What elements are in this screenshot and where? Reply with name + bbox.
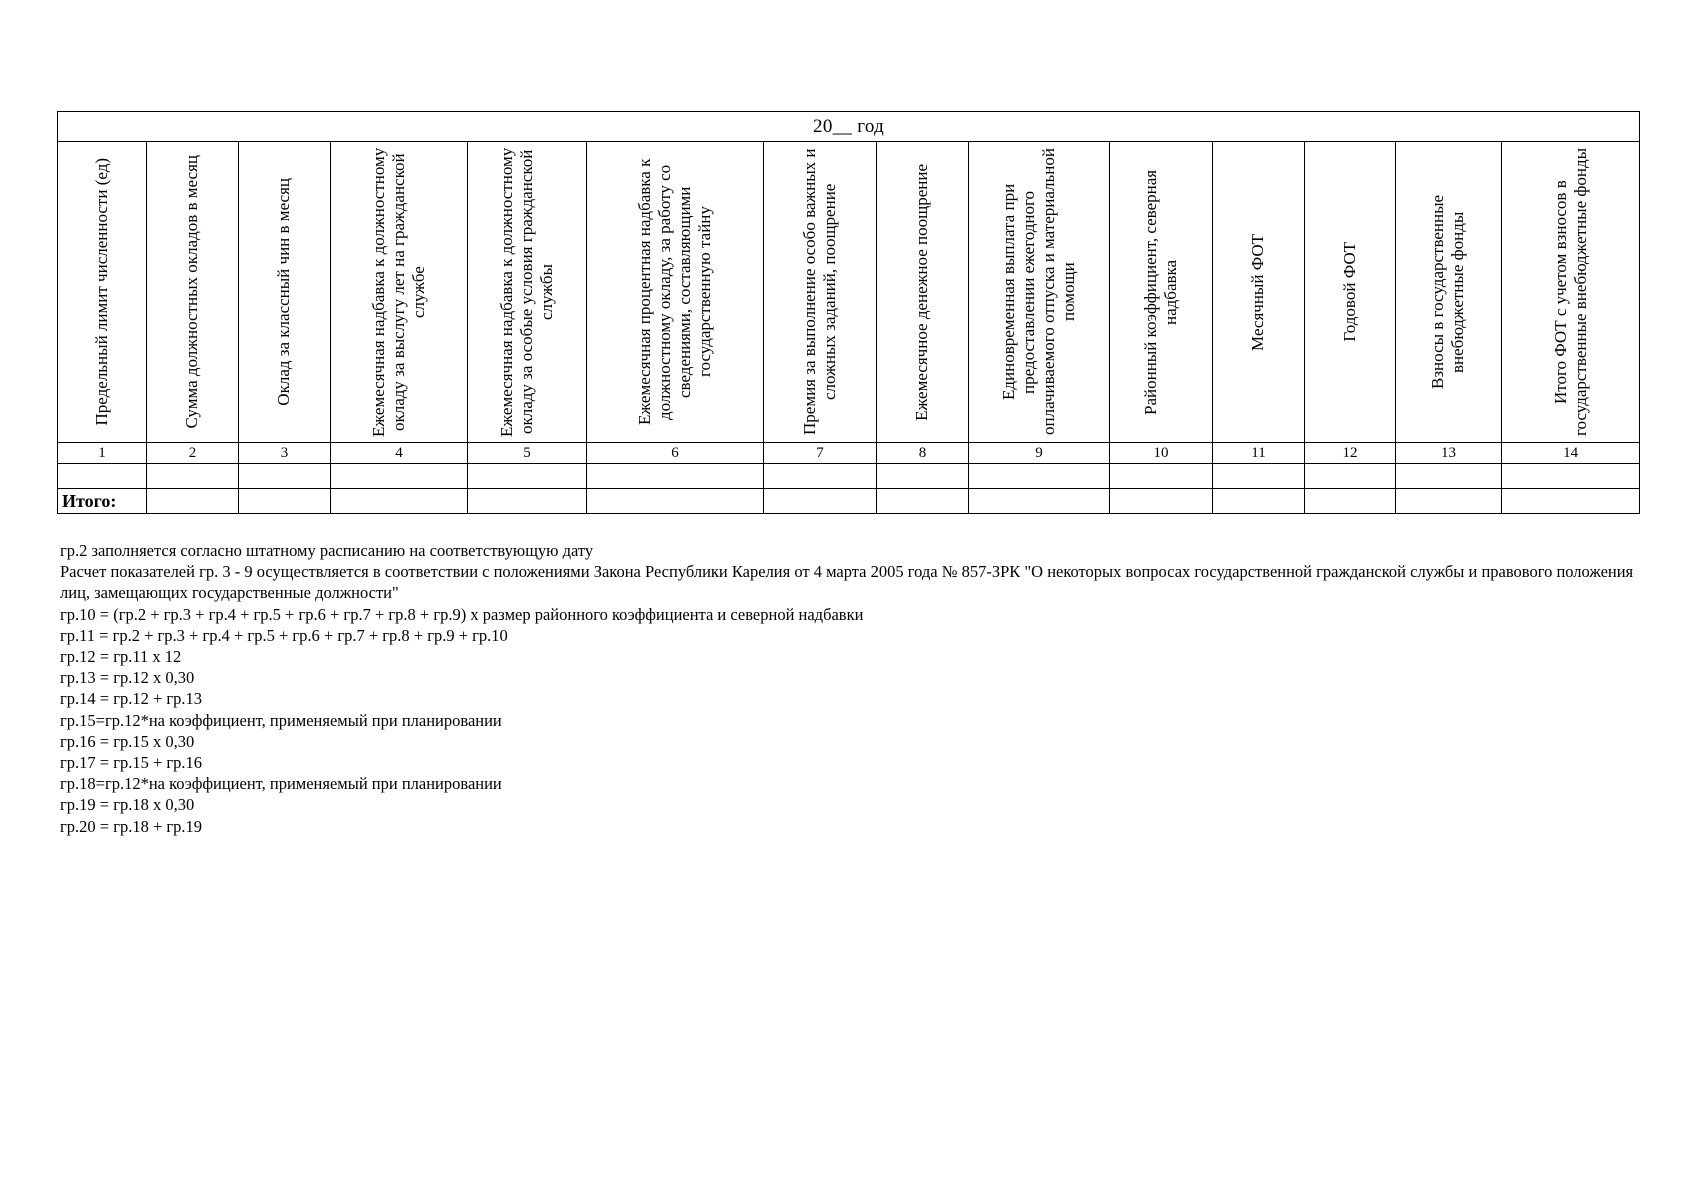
total-label: Итого: bbox=[58, 489, 147, 514]
column-number-3: 3 bbox=[239, 443, 331, 464]
data-cell bbox=[969, 464, 1110, 489]
column-number-row bbox=[58, 443, 1640, 464]
total-cell bbox=[1305, 489, 1396, 514]
payroll-table-container bbox=[57, 111, 1639, 514]
column-number-8: 8 bbox=[877, 443, 969, 464]
header-label-6: Ежемесячная процентная надбавка к должностному окладу, за работу со сведениями, составляющими государственную тайну bbox=[634, 158, 715, 426]
header-cell-5 bbox=[468, 142, 587, 443]
column-number-13: 13 bbox=[1396, 443, 1502, 464]
data-cell bbox=[239, 464, 331, 489]
header-label-4: Ежемесячная надбавка к должностному окладу за выслугу лет на гражданской службе bbox=[368, 147, 429, 437]
column-number-2: 2 bbox=[147, 443, 239, 464]
data-cell bbox=[1110, 464, 1213, 489]
column-number-4: 4 bbox=[331, 443, 468, 464]
data-cell bbox=[587, 464, 764, 489]
calculation-notes bbox=[60, 540, 1640, 837]
column-number-14: 14 bbox=[1502, 443, 1640, 464]
header-cell-8 bbox=[877, 142, 969, 443]
data-cell bbox=[764, 464, 877, 489]
header-cell-10 bbox=[1110, 142, 1213, 443]
data-cell bbox=[331, 464, 468, 489]
total-cell bbox=[587, 489, 764, 514]
header-cell-3 bbox=[239, 142, 331, 443]
header-cell-12 bbox=[1305, 142, 1396, 443]
header-label-3: Оклад за классный чин в месяц bbox=[274, 178, 294, 406]
payroll-table bbox=[57, 111, 1640, 514]
total-cell bbox=[764, 489, 877, 514]
header-label-11: Месячный ФОТ bbox=[1248, 233, 1268, 351]
data-cell bbox=[1213, 464, 1305, 489]
column-number-1: 1 bbox=[58, 443, 147, 464]
total-cell bbox=[331, 489, 468, 514]
data-cell bbox=[1305, 464, 1396, 489]
header-cell-9 bbox=[969, 142, 1110, 443]
data-cell bbox=[468, 464, 587, 489]
column-number-11: 11 bbox=[1213, 443, 1305, 464]
total-cell bbox=[1213, 489, 1305, 514]
header-cell-14 bbox=[1502, 142, 1640, 443]
data-cell bbox=[147, 464, 239, 489]
header-cell-13 bbox=[1396, 142, 1502, 443]
total-cell bbox=[239, 489, 331, 514]
note-line: гр.2 заполняется согласно штатному расписанию на соответствующую дату bbox=[60, 541, 594, 560]
data-cell bbox=[1502, 464, 1640, 489]
total-cell bbox=[1502, 489, 1640, 514]
column-number-6: 6 bbox=[587, 443, 764, 464]
column-number-7: 7 bbox=[764, 443, 877, 464]
note-line: гр.17 = гр.15 + гр.16 bbox=[60, 753, 203, 773]
note-line: гр.13 = гр.12 х 0,30 bbox=[60, 668, 195, 688]
header-label-5: Ежемесячная надбавка к должностному окладу за особые условия гражданской службы bbox=[496, 147, 557, 437]
year-row bbox=[58, 112, 1640, 142]
note-line: гр.14 = гр.12 + гр.13 bbox=[60, 689, 203, 709]
total-cell bbox=[147, 489, 239, 514]
header-label-9: Единовременная выплата при предоставлении ежегодного оплачиваемого отпуска и материальной помощи bbox=[998, 148, 1079, 436]
column-number-9: 9 bbox=[969, 443, 1110, 464]
total-cell bbox=[969, 489, 1110, 514]
column-number-12: 12 bbox=[1305, 443, 1396, 464]
header-label-1: Предельный лимит численности (ед) bbox=[91, 158, 111, 426]
note-line: гр.16 = гр.15 х 0,30 bbox=[60, 731, 195, 751]
header-cell-2 bbox=[147, 142, 239, 443]
header-cell-4 bbox=[331, 142, 468, 443]
note-line: гр.18=гр.12*на коэффициент, применяемый при планировании bbox=[60, 774, 502, 794]
note-line: Расчет показателей гр. 3 - 9 осуществляется в соответствии с положениями Закона Республики Карелия от 4 марта 2005 года № 857-ЗРК "О некоторых вопросах государственной гражданской службы и правового положения лиц, замещающих государственные должности" bbox=[60, 562, 1634, 603]
note-line: гр.11 = гр.2 + гр.3 + гр.4 + гр.5 + гр.6 + гр.7 + гр.8 + гр.9 + гр.10 bbox=[60, 625, 508, 645]
header-label-10: Районный коэффициент, северная надбавка bbox=[1140, 169, 1180, 415]
data-cell bbox=[1396, 464, 1502, 489]
header-label-2: Сумма должностных окладов в месяц bbox=[182, 155, 202, 429]
note-line: гр.12 = гр.11 х 12 bbox=[60, 647, 182, 667]
header-cell-11 bbox=[1213, 142, 1305, 443]
total-cell bbox=[1110, 489, 1213, 514]
header-row bbox=[58, 142, 1640, 443]
note-line: гр.10 = (гр.2 + гр.3 + гр.4 + гр.5 + гр.6 + гр.7 + гр.8 + гр.9) х размер районного коэффициента и северной надбавки bbox=[60, 604, 864, 624]
total-row bbox=[58, 489, 1640, 514]
header-cell-7 bbox=[764, 142, 877, 443]
header-label-13: Взносы в государственные внебюджетные фонды bbox=[1428, 194, 1468, 390]
data-cell bbox=[877, 464, 969, 489]
header-label-8: Ежемесячное денежное поощрение bbox=[912, 163, 932, 421]
column-number-5: 5 bbox=[468, 443, 587, 464]
total-cell bbox=[1396, 489, 1502, 514]
header-label-7: Премия за выполнение особо важных и сложных заданий, поощрение bbox=[799, 148, 839, 436]
header-cell-6 bbox=[587, 142, 764, 443]
year-title: 20__ год bbox=[58, 112, 1640, 142]
column-number-10: 10 bbox=[1110, 443, 1213, 464]
note-line: гр.15=гр.12*на коэффициент, применяемый при планировании bbox=[60, 710, 502, 730]
note-line: гр.20 = гр.18 + гр.19 bbox=[60, 816, 203, 836]
header-label-12: Годовой ФОТ bbox=[1339, 242, 1359, 342]
total-cell bbox=[468, 489, 587, 514]
header-label-14: Итого ФОТ с учетом взносов в государственные внебюджетные фонды bbox=[1550, 147, 1590, 437]
total-cell bbox=[877, 489, 969, 514]
data-cell bbox=[58, 464, 147, 489]
data-row bbox=[58, 464, 1640, 489]
header-cell-1 bbox=[58, 142, 147, 443]
note-line: гр.19 = гр.18 х 0,30 bbox=[60, 795, 195, 815]
